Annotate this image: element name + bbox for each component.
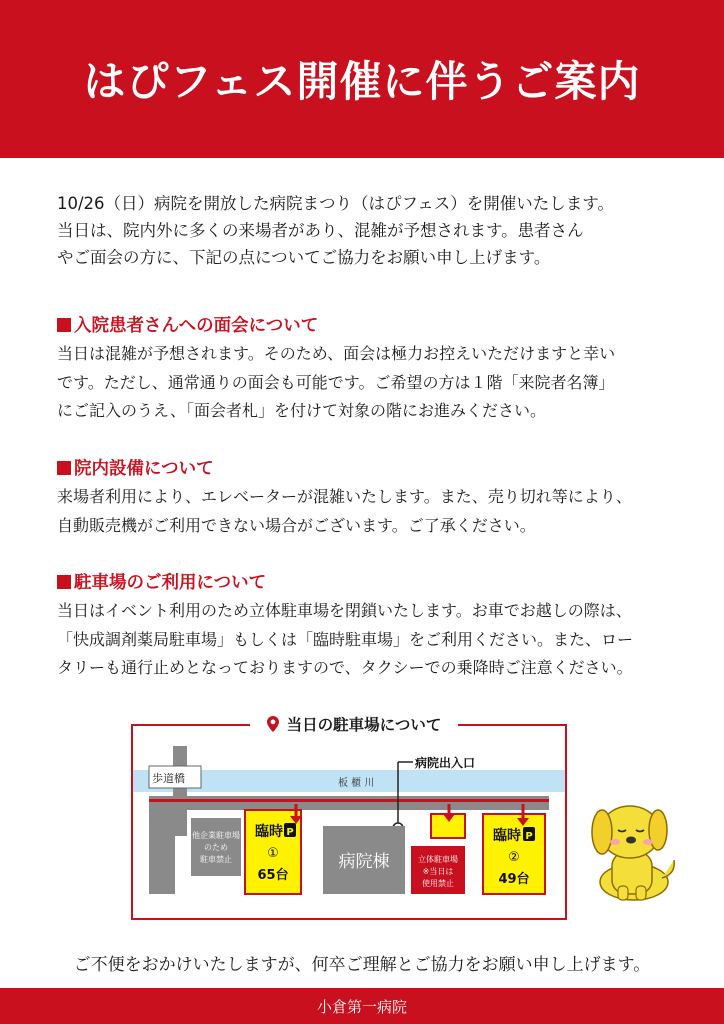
entrance-label: 病院出入口 [415, 756, 476, 770]
intro-paragraph [57, 190, 677, 271]
parking-map [133, 726, 565, 918]
svg-text:臨時: 臨時 [493, 828, 521, 844]
route-line-red [149, 799, 549, 802]
svg-text:※当日は: ※当日は [422, 867, 454, 876]
page-title: はぴフェス開催に伴うご案内 [83, 57, 641, 106]
square-bullet-icon [57, 318, 71, 332]
organization-name: 小倉第一病院 [316, 997, 407, 1016]
section-title-parking: 駐車場のご利用について [57, 571, 266, 595]
square-bullet-icon [57, 575, 71, 589]
road-horizontal [149, 796, 549, 810]
section-body-visit: 当日は混雑が予想されます。そのため、面会は極力お控えいただけますと幸い です。ただし、通常通りの面会も可能です。ご希望の方は１階「来院者名簿」 にご記入のうえ、「面会者札」を付けて対象の階にお進みください。 [57, 344, 616, 420]
square-bullet-icon [57, 461, 71, 475]
svg-text:立体駐車場: 立体駐車場 [418, 855, 458, 864]
footbridge-label: 歩道橋 [152, 772, 185, 785]
svg-text:49台: 49台 [498, 872, 530, 887]
closing-message: ご不便をおかけいたしますが、何卒ご理解とご協力をお願い申し上げます。 [73, 955, 651, 975]
svg-text:使用禁止: 使用禁止 [422, 879, 454, 888]
svg-text:②: ② [508, 850, 520, 865]
dog-mascot-icon [582, 790, 682, 902]
svg-text:駐車禁止: 駐車禁止 [200, 855, 232, 864]
section-body-parking: 当日はイベント利用のため立体駐車場を閉鎖いたします。お車でお越しの際は、 「快成調剤薬局駐車場」もしくは「臨時駐車場」をご利用ください。また、ロー タリーも通行止めとなっておりますので、タクシーでの乗降時ご注意ください。 [57, 601, 634, 677]
intro-line: やご面会の方に、下記の点についてご協力をお願い申し上げます。 [57, 248, 551, 267]
svg-text:65台: 65台 [257, 868, 289, 883]
section-title-facilities: 院内設備について [57, 457, 214, 481]
svg-text:のため: のため [204, 843, 228, 852]
intro-line: 10/26（日）病院を開放した病院まつり（はぴフェス）を開催いたします。 [57, 194, 614, 213]
svg-text:P: P [525, 831, 533, 842]
svg-text:P: P [286, 827, 294, 838]
page-header [0, 0, 724, 158]
river-label: 板 櫃 川 [338, 778, 375, 789]
page-footer [0, 988, 724, 1024]
map-title: 当日の駐車場について [250, 710, 458, 738]
section-title-visit: 入院患者さんへの面会について [57, 314, 318, 338]
intro-line: 当日は、院内外に多くの来場者があり、混雑が予想されます。患者さん [57, 221, 584, 240]
svg-text:他企業駐車場: 他企業駐車場 [192, 831, 240, 840]
location-pin-icon [267, 716, 279, 732]
footbridge-pillar [173, 746, 187, 836]
road-vertical-left [149, 810, 175, 894]
svg-text:臨時: 臨時 [255, 824, 283, 840]
svg-text:①: ① [267, 846, 279, 861]
hospital-label: 病院棟 [338, 852, 390, 872]
section-body-facilities: 来場者利用により、エレベーターが混雑いたします。また、売り切れ等により、 自動販売機がご利用できない場合がございます。ご了承ください。 [57, 487, 632, 535]
